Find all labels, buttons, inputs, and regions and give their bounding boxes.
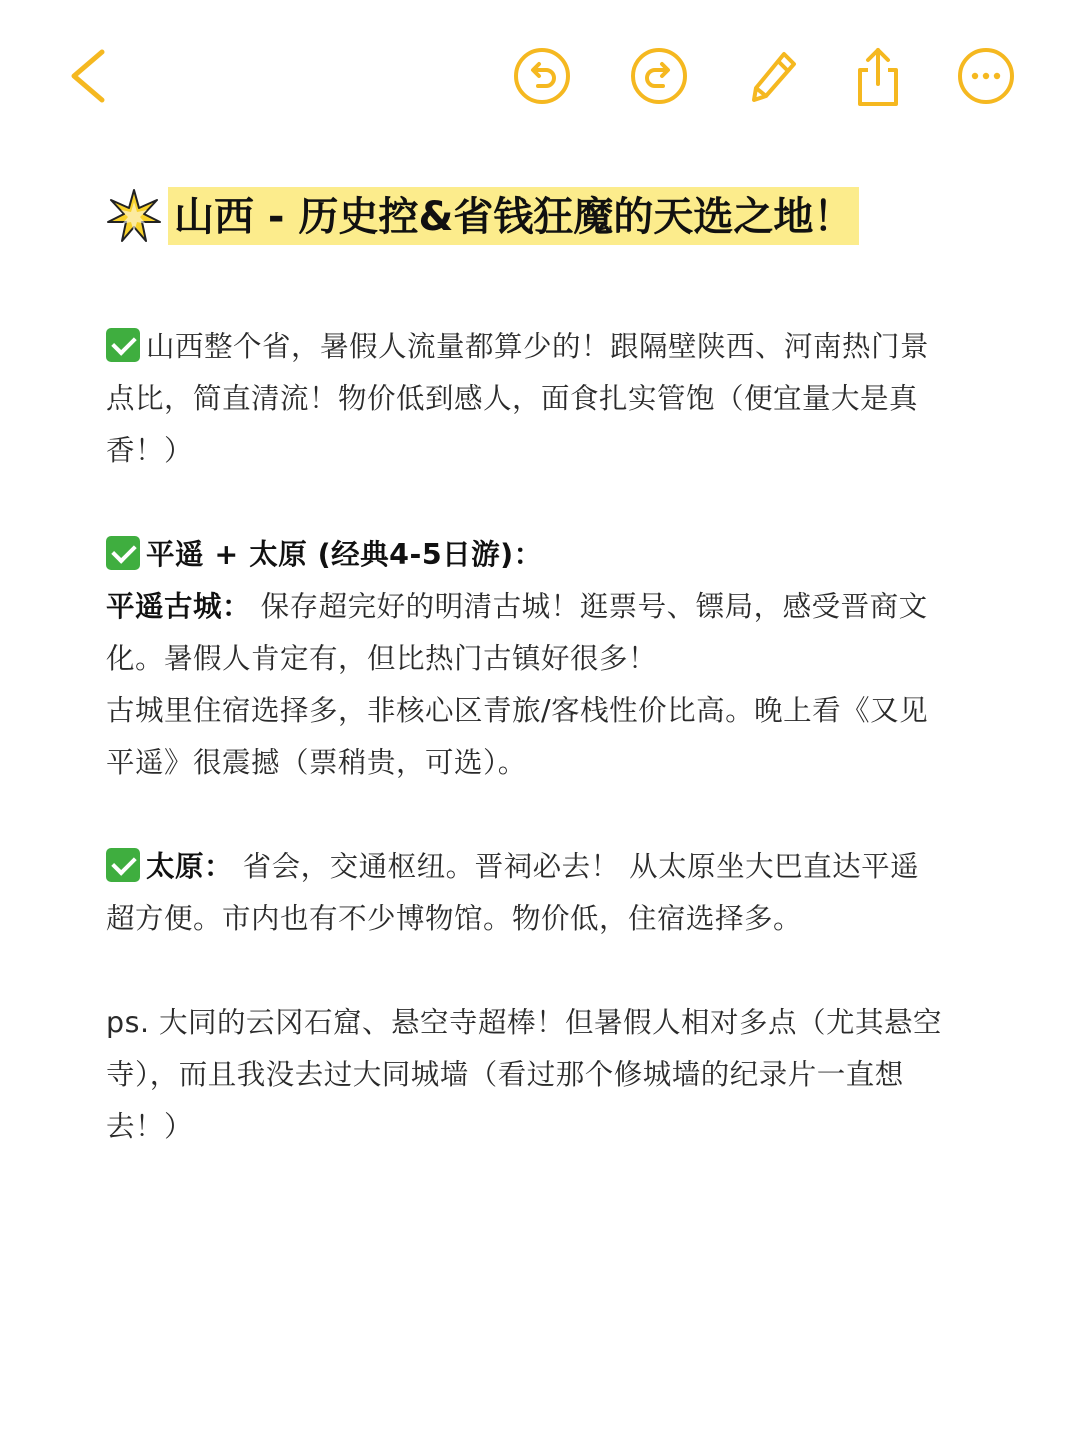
toolbar [0,0,1080,150]
share-button[interactable] [846,44,910,108]
check-mark-icon [106,536,140,570]
section-heading: 平遥 + 太原 (经典4-5日游)： [146,538,543,571]
note-title: 山西 - 历史控&省钱狂魔的天选之地！ [168,187,859,245]
check-mark-icon [106,848,140,882]
more-button[interactable] [954,44,1018,108]
ps-text: ps. 大同的云冈石窟、悬空寺超棒！但暑假人相对多点（尤其悬空寺），而且我没去过大同城墙（看过那个修城墙的纪录片一直想去！） [106,1006,943,1143]
more-icon [954,44,1018,108]
taiyuan-label: 太原： [146,850,234,883]
paragraph-pingyao-taiyuan [106,529,946,789]
edit-button[interactable] [740,44,804,108]
note-body[interactable] [106,186,946,1153]
taiyuan-text: 省会，交通枢纽。晋祠必去！ 从太原坐大巴直达平遥超方便。市内也有不少博物馆。物价低，住宿选择多。 [106,850,920,935]
pingyao-label: 平遥古城： [106,590,252,623]
paragraph-taiyuan [106,841,946,945]
chevron-left-icon [58,44,122,108]
paragraph-ps [106,997,946,1153]
note-title-row [106,186,946,246]
undo-icon [510,44,574,108]
redo-button[interactable] [627,44,691,108]
back-button[interactable] [58,44,122,108]
share-icon [846,44,910,108]
pingyao-lodging-text: 古城里住宿选择多，非核心区青旅/客栈性价比高。晚上看《又见平遥》很震撼（票稍贵，可选）。 [106,694,929,779]
pencil-icon [740,44,804,108]
check-mark-icon [106,328,140,362]
paragraph-intro [106,321,946,477]
pingyao-text: 保存超完好的明清古城！逛票号、镖局，感受晋商文化。暑假人肯定有，但比热门古镇好很多！ [106,590,928,675]
undo-button[interactable] [510,44,574,108]
glowing-star-icon [106,188,162,244]
paragraph-intro-text: 山西整个省，暑假人流量都算少的！跟隔壁陕西、河南热门景点比，简直清流！物价低到感人，面食扎实管饱（便宜量大是真香！） [106,330,930,467]
redo-icon [627,44,691,108]
